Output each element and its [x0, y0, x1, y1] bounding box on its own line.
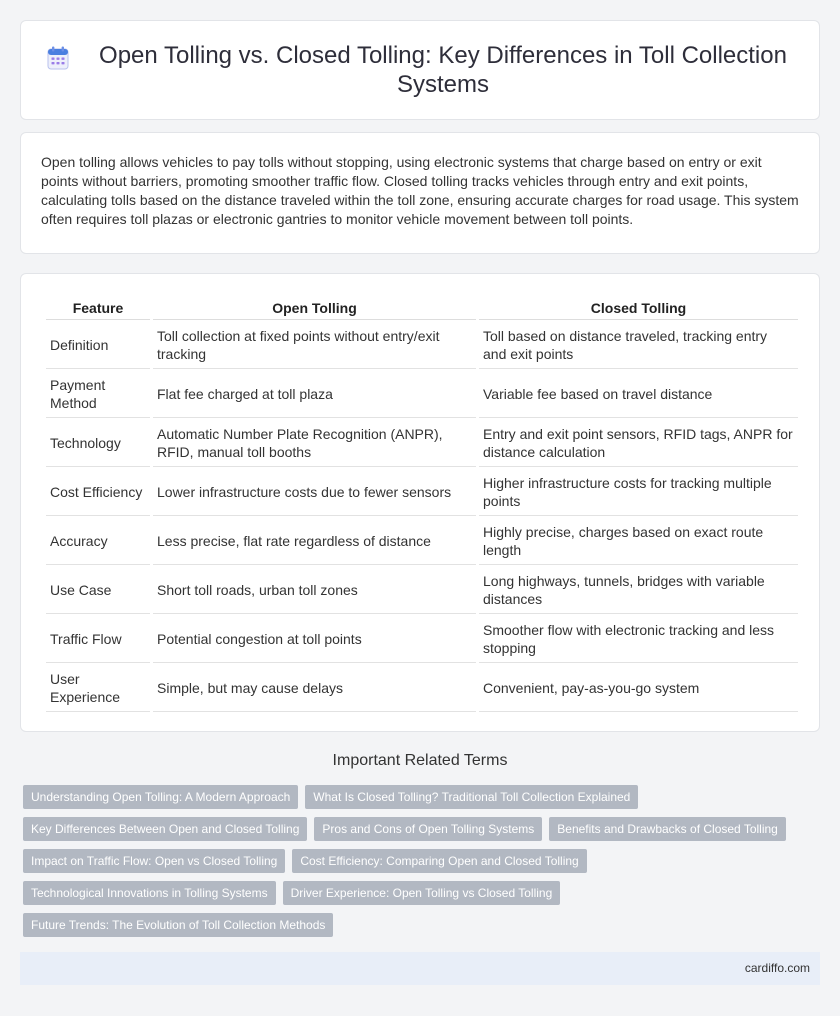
feature-cell: Use Case [46, 567, 150, 614]
feature-cell: User Experience [46, 665, 150, 712]
related-term-link[interactable]: Future Trends: The Evolution of Toll Collection Methods [23, 913, 333, 937]
open-tolling-cell: Less precise, flat rate regardless of distance [153, 518, 476, 565]
closed-tolling-cell: Toll based on distance traveled, tracking entry and exit points [479, 322, 798, 369]
related-term-link[interactable]: Key Differences Between Open and Closed Tolling [23, 817, 307, 841]
closed-tolling-cell: Entry and exit point sensors, RFID tags, ANPR for distance calculation [479, 420, 798, 467]
table-row [46, 567, 798, 614]
related-term-link[interactable]: What Is Closed Tolling? Traditional Toll Collection Explained [305, 785, 638, 809]
intro-paragraph: Open tolling allows vehicles to pay tolls without stopping, using electronic systems that charge based on entry or exit points without barriers, promoting smoother traffic flow. Closed tolling tracks vehicles through entry and exit points, calculating tolls based on the distance traveled within the toll zone, ensuring accurate charges for road usage. This system often requires toll plazas or electronic gantries to monitor vehicle movement between toll points. [41, 154, 799, 227]
feature-cell: Technology [46, 420, 150, 467]
related-terms-list [23, 785, 813, 945]
open-tolling-cell: Automatic Number Plate Recognition (ANPR), RFID, manual toll booths [153, 420, 476, 467]
closed-tolling-cell: Higher infrastructure costs for tracking multiple points [479, 469, 798, 516]
related-term-link[interactable]: Driver Experience: Open Tolling vs Closed Tolling [283, 881, 561, 905]
table-row [46, 420, 798, 467]
open-tolling-cell: Simple, but may cause delays [153, 665, 476, 712]
page-title: Open Tolling vs. Closed Tolling: Key Differences in Toll Collection Systems [99, 42, 787, 98]
header-open-tolling: Open Tolling [153, 296, 476, 320]
header-feature: Feature [46, 296, 150, 320]
related-term-link[interactable]: Impact on Traffic Flow: Open vs Closed Tolling [23, 849, 285, 873]
closed-tolling-cell: Highly precise, charges based on exact route length [479, 518, 798, 565]
feature-cell: Cost Efficiency [46, 469, 150, 516]
table-row [46, 616, 798, 663]
related-term-link[interactable]: Cost Efficiency: Comparing Open and Closed Tolling [292, 849, 586, 873]
closed-tolling-cell: Variable fee based on travel distance [479, 371, 798, 418]
table-header-row [46, 296, 798, 320]
related-terms-title: Important Related Terms [332, 752, 508, 769]
closed-tolling-cell: Long highways, tunnels, bridges with variable distances [479, 567, 798, 614]
table-row [46, 371, 798, 418]
table-row [46, 322, 798, 369]
feature-cell: Payment Method [46, 371, 150, 418]
open-tolling-cell: Potential congestion at toll points [153, 616, 476, 663]
closed-tolling-cell: Convenient, pay-as-you-go system [479, 665, 798, 712]
intro-card [20, 132, 820, 254]
feature-cell: Accuracy [46, 518, 150, 565]
open-tolling-cell: Lower infrastructure costs due to fewer sensors [153, 469, 476, 516]
feature-cell: Traffic Flow [46, 616, 150, 663]
closed-tolling-cell: Smoother flow with electronic tracking and less stopping [479, 616, 798, 663]
footer-site-link[interactable]: cardiffo.com [744, 961, 810, 975]
open-tolling-cell: Short toll roads, urban toll zones [153, 567, 476, 614]
calendar-icon [47, 46, 69, 70]
feature-cell: Definition [46, 322, 150, 369]
comparison-table [43, 294, 801, 714]
open-tolling-cell: Flat fee charged at toll plaza [153, 371, 476, 418]
related-term-link[interactable]: Pros and Cons of Open Tolling Systems [314, 817, 542, 841]
related-term-link[interactable]: Understanding Open Tolling: A Modern Approach [23, 785, 298, 809]
comparison-card [20, 273, 820, 732]
header-card [20, 20, 820, 120]
table-row [46, 518, 798, 565]
open-tolling-cell: Toll collection at fixed points without entry/exit tracking [153, 322, 476, 369]
related-term-link[interactable]: Benefits and Drawbacks of Closed Tolling [549, 817, 786, 841]
table-row [46, 665, 798, 712]
table-row [46, 469, 798, 516]
related-term-link[interactable]: Technological Innovations in Tolling Systems [23, 881, 276, 905]
header-closed-tolling: Closed Tolling [479, 296, 798, 320]
footer [20, 952, 820, 985]
